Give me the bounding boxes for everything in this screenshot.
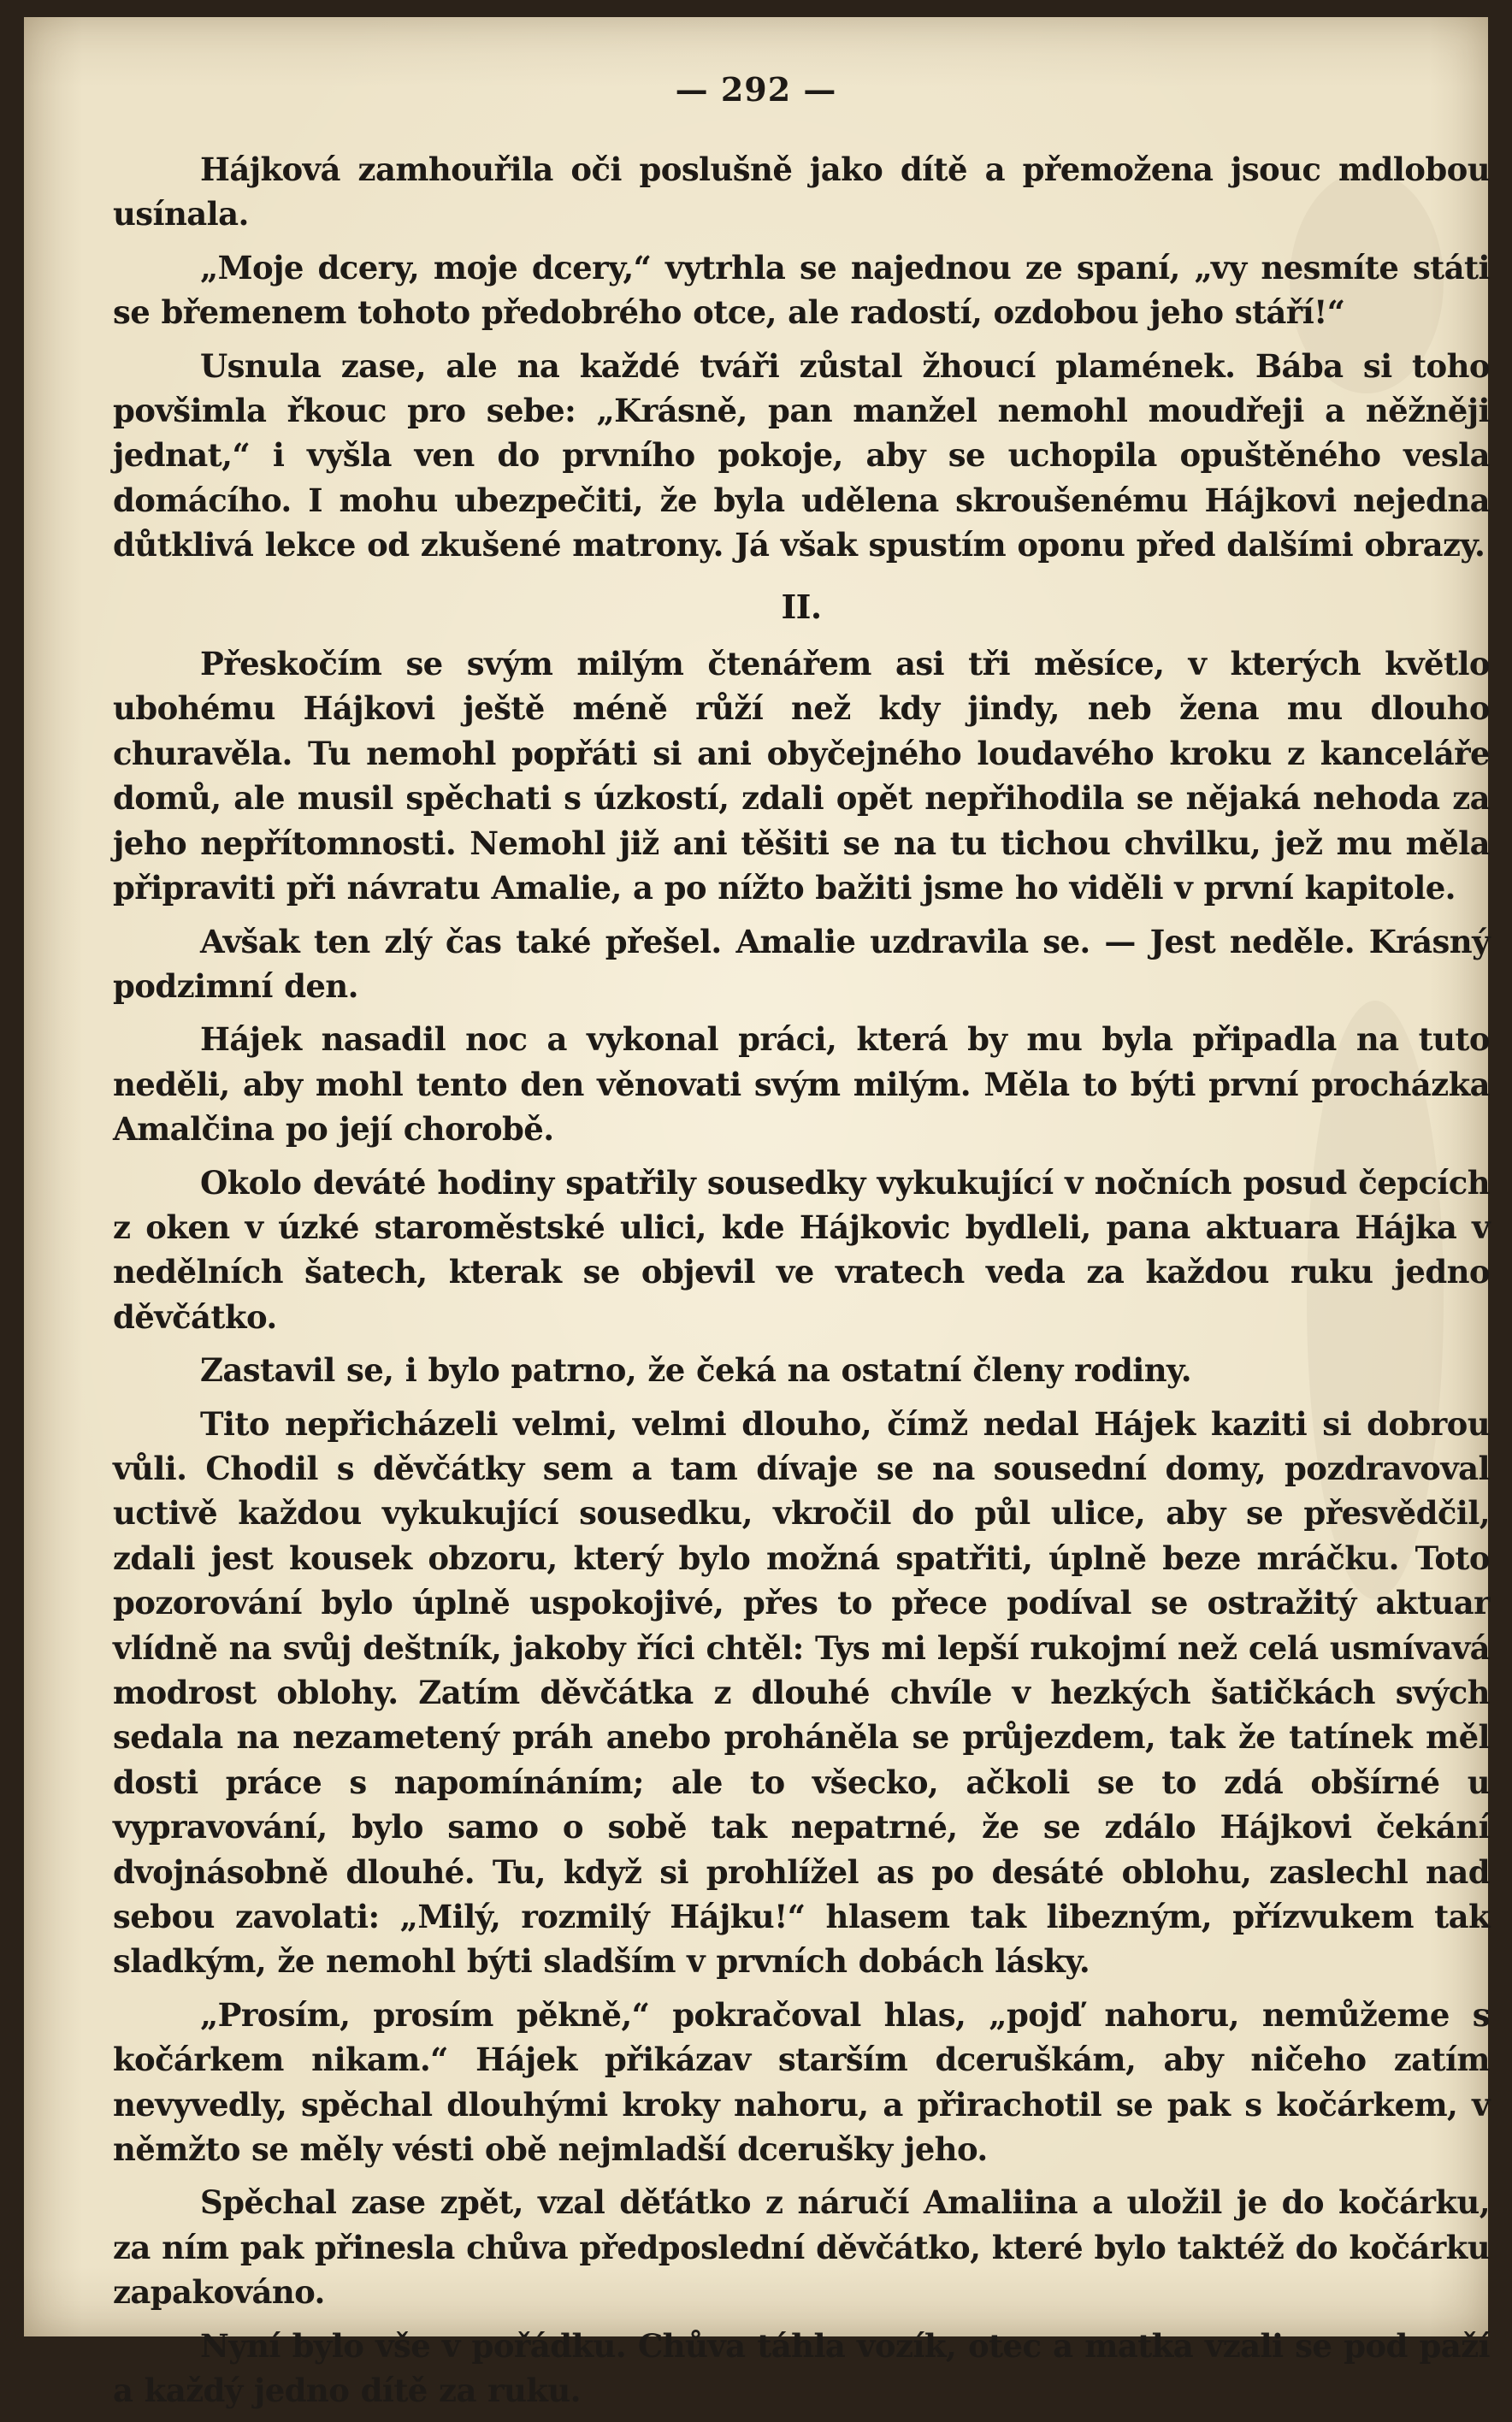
chapter-heading: II. — [781, 587, 822, 626]
paragraph: Avšak ten zlý čas také přešel. Amalie uzdravila se. — Jest neděle. Krásný podzimní den. — [113, 922, 1490, 1005]
page-text — [113, 147, 1490, 2422]
paragraph: Nyní bylo vše v pořádku. Chůva táhla vozík, otec a matka vzali se pod paží a každý jedno dítě za ruku. — [113, 2326, 1490, 2410]
page-number: — 292 — — [675, 70, 837, 109]
paragraph: Hájková zamhouřila oči poslušně jako dítě a přemožena jsouc mdlobou usínala. — [113, 151, 1490, 233]
paragraph: „Moje dcery, moje dcery,“ vytrhla se najednou ze spaní, „vy nesmíte státi se břemenem tohoto předobrého otce, ale radostí, ozdobou jeho stáří!“ — [113, 248, 1490, 332]
paragraph: Usnula zase, ale na každé tváři zůstal žhoucí plamének. Bába si toho povšimla řkouc pro sebe: „Krásně, pan manžel nemohl moudřeji a něžněji jednat,“ i vyšla ven do prvního pokoje, aby se uchopila opuštěného vesla domácího. I mohu ubezpečiti, že byla udělena skroušenému Hájkovi nejedna důtklivá lekce od zkušené matrony. Já však spustím oponu před dalšími obrazy. — [113, 346, 1490, 564]
paragraph: „Prosím, prosím pěkně,“ pokračoval hlas, „pojď nahoru, nemůžeme s kočárkem nikam.“ Hájek přikázav starším dceruškám, aby ničeho zatím nevyvedly, spěchal dlouhými kroky nahoru, a přirachotil se pak s kočárkem, v němžto se měly vésti obě nejmladší dcerušky jeho. — [113, 1995, 1490, 2169]
book-page — [24, 17, 1490, 2410]
paragraph: Zastavil se, i bylo patrno, že čeká na ostatní členy rodiny. — [200, 1351, 1191, 1390]
paragraph: Přeskočím se svým milým čtenářem asi tři měsíce, v kterých květlo ubohému Hájkovi ještě méně růží než kdy jindy, neb žena mu dlouho churavěla. Tu nemohl popřáti si ani obyčejného loudavého kroku z kanceláře domů, ale musil spěchati s úzkostí, zdali opět nepřihodila se nějaká nehoda za jeho nepřítomnosti. Nemohl již ani těšiti se na tu tichou chvilku, jež mu měla připraviti při návratu Amalie, a po nížto bažiti jsme ho viděli v první kapitole. — [113, 645, 1490, 907]
paragraph: Hájek nasadil noc a vykonal práci, která by mu byla připadla na tuto neděli, aby mohl tento den věnovati svým milým. Měla to býti první procházka Amalčina po její chorobě. — [113, 1020, 1490, 1149]
paragraph: Tito nepřicházeli velmi, velmi dlouho, čímž nedal Hájek kaziti si dobrou vůli. Chodil s děvčátky sem a tam dívaje se na sousední domy, pozdravoval uctivě každou vykukující sousedku, vkročil do půl ulice, aby se přesvědčil, zdali jest kousek obzoru, který bylo možná spatřiti, úplně beze mráčku. Toto pozorování bylo úplně uspokojivé, přes to přece podíval se ostražitý aktuar vlídně na svůj deštník, jakoby říci chtěl: Tys mi lepší rukojmí než celá usmívavá modrost oblohy. Zatím děvčátka z dlouhé chvíle v hezkých šatičkách svých sedala na nezametený práh anebo proháněla se průjezdem, tak že tatínek měl dosti práce s napomínáním; ale to všecko, ačkoli se to zdá obšírné u vypravování, bylo samo o sobě tak nepatrné, že se zdálo Hájkovi čekání dvojnásobně dlouhé. Tu, když si prohlížel as po desáté oblohu, zaslechl nad sebou zavolati: „Milý, rozmilý Hájku!“ hlasem tak libezným, přízvukem tak sladkým, že nemohl býti sladším v prvních dobách lásky. — [113, 1404, 1490, 1981]
paragraph: Okolo deváté hodiny spatřily sousedky vykukující v nočních posud čepcích z oken v úzké staroměstské ulici, kde Hájkovic bydleli, pana aktuara Hájka v nedělních šatech, kterak se objevil ve vratech veda za každou ruku jedno děvčátko. — [113, 1163, 1490, 1336]
paragraph: Spěchal zase zpět, vzal děťátko z náručí Amaliina a uložil je do kočárku, za ním pak přinesla chůva předposlední děvčátko, které bylo taktéž do kočárku zapakováno. — [113, 2183, 1490, 2312]
